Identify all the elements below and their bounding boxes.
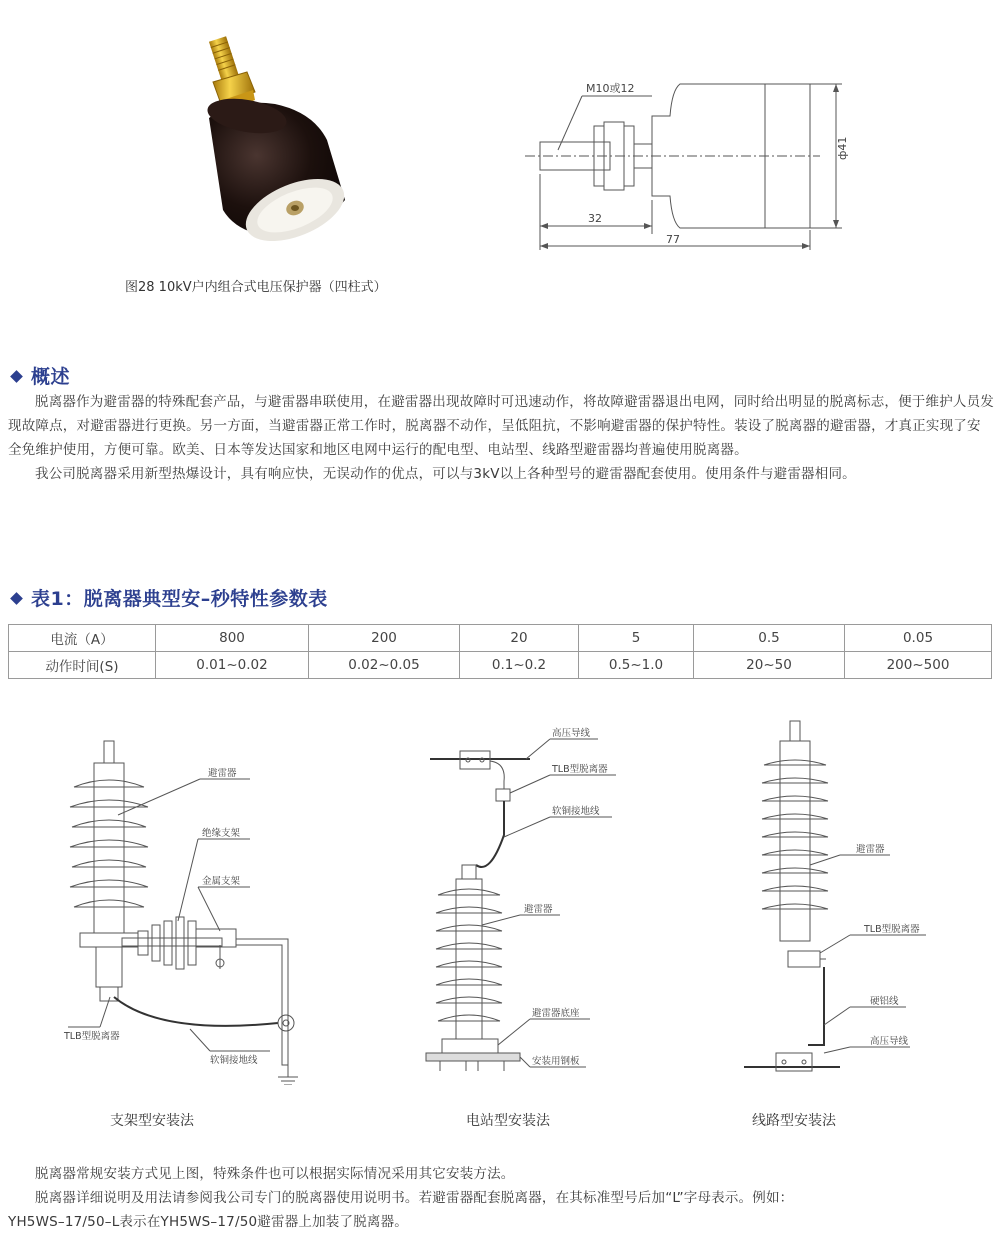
label-arrester: 避雷器	[208, 768, 237, 779]
label-steel-plate: 安装用钢板	[532, 1056, 580, 1067]
footer-paragraph-1: 脱离器常规安装方式见上图，特殊条件也可以根据实际情况采用其它安装方法。	[35, 1166, 515, 1182]
table-cell: 0.02~0.05	[309, 652, 460, 679]
table-cell: 200~500	[845, 652, 992, 679]
table-cell: 5	[579, 625, 694, 652]
figure-caption: 图28 10kV户内组合式电压保护器（四柱式）	[125, 280, 387, 295]
table1-title: 表1：脱离器典型安–秒特性参数表	[12, 584, 328, 611]
diameter-dim-label: ф41	[836, 136, 849, 160]
diamond-bullet-icon	[10, 370, 23, 383]
station-install-caption: 电站型安装法	[466, 1113, 550, 1129]
label-arrester-base: 避雷器底座	[532, 1008, 580, 1019]
diamond-bullet-icon	[10, 592, 23, 605]
footer-notes	[8, 1162, 994, 1234]
dimension-drawing	[520, 70, 860, 270]
bracket-install-diagram	[60, 735, 330, 1085]
row-header: 电流（A）	[9, 625, 156, 652]
line-install-diagram	[740, 715, 960, 1085]
label-disconnector: TLB型脱离器	[552, 764, 608, 775]
station-install-diagram	[420, 725, 630, 1085]
footer-paragraph-3: YH5WS–17/50–L表示在YH5WS–17/50避雷器上加装了脱离器。	[8, 1214, 408, 1230]
overview-paragraph-2: 我公司脱离器采用新型热爆设计，具有响应快，无误动作的优点，可以与3kV以上各种型号的避雷器配套使用。使用条件与避雷器相同。	[35, 466, 856, 482]
label-hv-line: 高压导线	[552, 728, 591, 739]
label-ground-wire: 软铜接地线	[210, 1055, 258, 1066]
row-header: 动作时间(S)	[9, 652, 156, 679]
table-row	[9, 625, 992, 652]
total-length-label: 77	[666, 233, 680, 246]
table-cell: 200	[309, 625, 460, 652]
label-arrester: 避雷器	[524, 904, 553, 915]
table-cell: 0.1~0.2	[460, 652, 579, 679]
table-cell: 20~50	[694, 652, 845, 679]
label-hard-al-wire: 硬铝线	[870, 996, 899, 1007]
thread-dim-label: M10或12	[586, 82, 635, 95]
table-cell: 20	[460, 625, 579, 652]
short-length-label: 32	[588, 212, 602, 225]
overview-title: 概述	[12, 362, 70, 389]
table-cell: 0.5	[694, 625, 845, 652]
table-cell: 0.5~1.0	[579, 652, 694, 679]
product-photo	[195, 30, 370, 245]
table-cell: 800	[156, 625, 309, 652]
line-install-caption: 线路型安装法	[752, 1113, 836, 1129]
overview-body	[8, 390, 994, 486]
label-metal-bracket: 金属支架	[202, 876, 241, 887]
table-cell: 0.05	[845, 625, 992, 652]
label-ground-wire: 软铜接地线	[552, 806, 600, 817]
bracket-install-caption: 支架型安装法	[110, 1113, 194, 1129]
table-cell: 0.01~0.02	[156, 652, 309, 679]
overview-paragraph-1: 脱离器作为避雷器的特殊配套产品，与避雷器串联使用，在避雷器出现故障时可迅速动作，将故障避雷器退出电网，同时给出明显的脱离标志，便于维护人员发现故障点，对避雷器进行更换。另一方面，当避雷器正常工作时，脱离器不动作，呈低阻抗，不影响避雷器的保护特性。装设了脱离器的避雷器，才真正实现了安全免维护使用，方便可靠。欧美、日本等发达国家和地区电网中运行的配电型、电站型、线路型避雷器均普遍使用脱离器。	[8, 394, 994, 458]
label-insulating-bracket: 绝缘支架	[202, 828, 241, 839]
footer-paragraph-2: 脱离器详细说明及用法请参阅我公司专门的脱离器使用说明书。若避雷器配套脱离器，在其标准型号后加“L”字母表示。例如：	[35, 1190, 794, 1206]
label-arrester: 避雷器	[856, 844, 885, 855]
spec-table	[8, 624, 992, 679]
label-hv-line: 高压导线	[870, 1036, 909, 1047]
table-row	[9, 652, 992, 679]
label-disconnector: TLB型脱离器	[864, 924, 920, 935]
label-disconnector: TLB型脱离器	[64, 1031, 120, 1042]
